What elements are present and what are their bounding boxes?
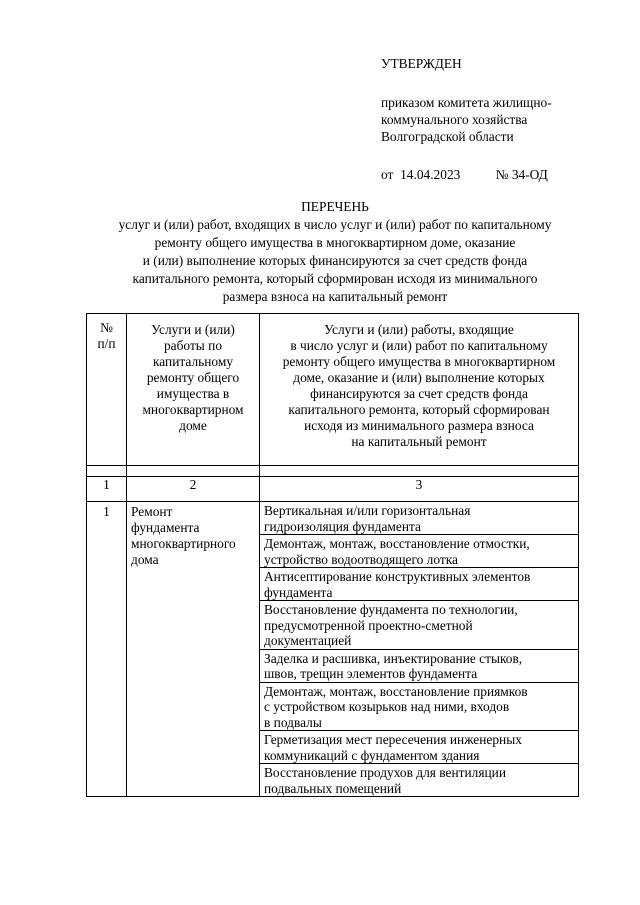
- header-text-line: ремонту общего имущества в многоквартирном: [282, 354, 556, 369]
- header-text-line: исходя из минимального размера взноса: [304, 418, 534, 433]
- header-text-line: Услуги и (или) работы, входящие: [324, 322, 514, 337]
- approval-block: [381, 56, 611, 183]
- header-col-service: [127, 314, 260, 466]
- work-line: подвальных помещений: [264, 780, 402, 796]
- spacer-cell: [127, 466, 260, 477]
- work-line: в подвалы: [264, 714, 322, 730]
- header-text-line: Услуги и (или): [151, 322, 235, 337]
- work-line: Герметизация мест пересечения инженерных: [264, 732, 522, 747]
- table-spacer-row: [87, 466, 579, 477]
- row-service: [127, 502, 260, 797]
- header-text-line: имущества в: [156, 386, 230, 401]
- subtitle-line: ремонту общего имущества в многоквартирном доме, оказание: [154, 235, 516, 250]
- header-text-line: работы по: [163, 338, 223, 353]
- spacer-cell: [260, 466, 579, 477]
- subtitle-line: услуг и (или) работ, входящих в число услуг и (или) работ по капитальному: [118, 217, 552, 232]
- approval-date: 14.04.2023: [400, 167, 461, 182]
- document-title: [70, 198, 600, 306]
- work-item: [260, 650, 578, 683]
- column-number: 1: [87, 477, 127, 502]
- header-text-line: п/п: [97, 336, 116, 351]
- header-text-line: №: [100, 320, 113, 335]
- work-line: гидроизоляция фундамента: [264, 518, 421, 534]
- column-numbers-row: [87, 477, 579, 502]
- header-text-line: многоквартирном: [142, 402, 244, 417]
- column-number: 3: [260, 477, 579, 502]
- work-line: Восстановление фундамента по технологии,: [264, 602, 518, 617]
- header-text-line: капитальному: [152, 354, 234, 369]
- work-line: фундамента: [264, 584, 333, 600]
- work-line: устройство водоотводящего лотка: [264, 551, 458, 567]
- work-line: Демонтаж, монтаж, восстановление приямков: [264, 683, 528, 699]
- work-line: предусмотренной проектно-сметной: [264, 617, 473, 633]
- work-item: [260, 683, 578, 732]
- work-line: Вертикальная и/или горизонтальная: [264, 503, 471, 518]
- subtitle-line: размера взноса на капитальный ремонт: [222, 289, 448, 304]
- header-text-line: капитального ремонта, который сформирован: [288, 402, 550, 417]
- header-text-line: ремонту общего: [146, 370, 240, 385]
- work-item: [260, 502, 578, 535]
- subtitle-line: капитального ремонта, который сформирован исходя из минимального: [132, 271, 538, 286]
- work-line: Антисептирование конструктивных элементов: [264, 569, 531, 584]
- work-line: швов, трещин элементов фундамента: [264, 666, 478, 681]
- row-works: [260, 502, 579, 797]
- work-item: [260, 731, 578, 764]
- service-line: дома: [131, 552, 159, 567]
- services-table: [86, 313, 579, 797]
- work-line: Демонтаж, монтаж, восстановление отмостки,: [264, 536, 530, 551]
- column-number: 2: [127, 477, 260, 502]
- work-line: с устройством козырьков над ними, входов: [264, 699, 510, 714]
- header-col-number: [87, 314, 127, 466]
- approval-dateline: [381, 167, 611, 183]
- approval-order: [381, 94, 611, 145]
- header-text-line: в число услуг и (или) работ по капитальному: [290, 338, 548, 353]
- work-item: [260, 535, 578, 568]
- spacer-cell: [87, 466, 127, 477]
- work-line: коммуникаций с фундаментом здания: [264, 747, 480, 763]
- work-line: Заделка и расшивка, инъектирование стыков,: [264, 650, 523, 666]
- work-item: [260, 601, 578, 650]
- service-line: Ремонт: [131, 504, 173, 519]
- approval-order-line: приказом комитета жилищно-: [381, 95, 552, 110]
- header-col-works: [260, 314, 579, 466]
- work-line: документацией: [264, 633, 352, 648]
- work-line: Восстановление продухов для вентиляции: [264, 765, 507, 780]
- table-row: [87, 502, 579, 797]
- header-text-line: доме, оказание и (или) выполнение которых: [293, 370, 545, 385]
- work-item: [260, 568, 578, 601]
- subtitle-line: и (или) выполнение которых финансируются за счет средств фонда: [142, 253, 528, 268]
- document-heading: ПЕРЕЧЕНЬ: [301, 199, 369, 214]
- table-header-row: [87, 314, 579, 466]
- service-line: фундамента: [131, 520, 200, 535]
- date-prefix: от: [381, 167, 394, 182]
- header-text-line: на капитальный ремонт: [351, 434, 487, 449]
- approval-order-line: коммунального хозяйства: [381, 112, 528, 127]
- approval-order-line: Волгоградской области: [381, 129, 514, 144]
- approval-number: № 34-ОД: [495, 167, 548, 182]
- row-number: 1: [87, 502, 127, 797]
- work-item: [260, 764, 578, 796]
- header-text-line: финансируются за счет средств фонда: [310, 386, 528, 401]
- header-text-line: доме: [179, 418, 207, 433]
- service-line: многоквартирного: [131, 536, 236, 551]
- approval-title: УТВЕРЖДЕН: [381, 56, 462, 71]
